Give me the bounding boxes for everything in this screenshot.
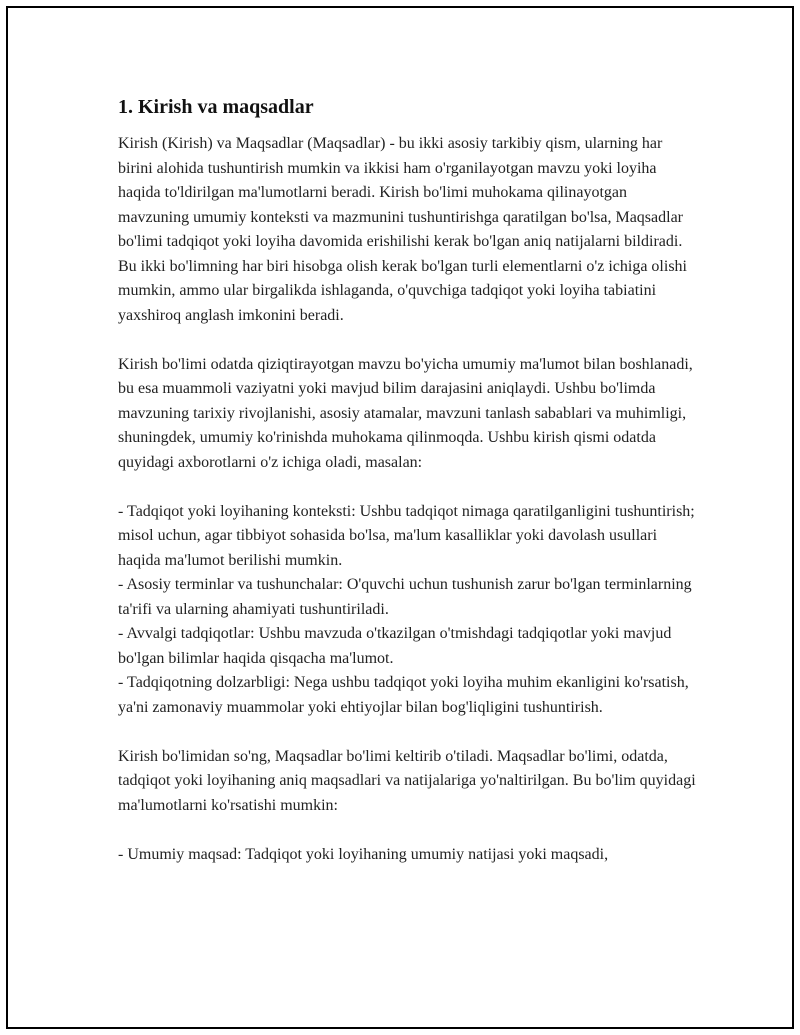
paragraph-intro-overview: Kirish (Kirish) va Maqsadlar (Maqsadlar) - bu ikki asosiy tarkibiy qism, ularning har birini alohida tushuntirish mumkin va ikkisi ham o'rganilayotgan mavzu yoki loyiha haqida to'ldirilgan ma'lumotlarni beradi. Kirish bo'limi muhokama qilinayotgan mavzuning umumiy konteksti va mazmunini tushuntirishga qaratilgan bo'lsa, Maqsadlar bo'limi tadqiqot yoki loyiha davomida erishilishi kerak bo'lgan aniq natijalarni bildiradi. Bu ikki bo'limning har biri hisobga olish kerak bo'lgan turli elementlarni o'z ichiga olishi mumkin, ammo ular birgalikda ishlaganda, o'quvchiga tadqiqot yoki loyiha tabiatini yaxshiroq anglash imkonini beradi.	[118, 135, 687, 324]
paragraph-spacer	[118, 328, 698, 353]
list-item-relevance: - Tadqiqotning dolzarbligi: Nega ushbu tadqiqot yoki loyiha muhim ekanligini ko'rsatish, ya'ni zamonaviy muammolar yoki ehtiyojlar bilan bog'liqligini tushuntirish.	[118, 674, 689, 716]
paragraph-goals-section: Kirish bo'limidan so'ng, Maqsadlar bo'limi keltirib o'tiladi. Maqsadlar bo'limi, odatda, tadqiqot yoki loyihaning aniq maqsadlari va natijalariga yo'naltirilgan. Bu bo'lim quyidagi ma'lumotlarni ko'rsatishi mumkin:	[118, 747, 696, 814]
section-heading: 1. Kirish va maqsadlar	[118, 96, 314, 118]
list-item-prior-research: - Avvalgi tadqiqotlar: Ushbu mavzuda o'tkazilgan o'tmishdagi tadqiqotlar yoki mavjud bo'lgan bilimlar haqida qisqacha ma'lumot.	[118, 625, 672, 667]
list-item-terms: - Asosiy terminlar va tushunchalar: O'quvchi uchun tushunish zarur bo'lgan terminlarning ta'rifi va ularning ahamiyati tushuntiriladi.	[118, 576, 692, 618]
paragraph-spacer	[118, 720, 698, 745]
list-item-general-goal: - Umumiy maqsad: Tadqiqot yoki loyihaning umumiy natijasi yoki maqsadi,	[118, 845, 609, 863]
paragraph-spacer	[118, 818, 698, 843]
document-body	[118, 95, 698, 867]
list-item-context: - Tadqiqot yoki loyihaning konteksti: Ushbu tadqiqot nimaga qaratilganligini tushuntirish; misol uchun, agar tibbiyot sohasida bo'lsa, ma'lum kasalliklar yoki davolash usullari haqida ma'lumot berilishi mumkin.	[118, 502, 695, 569]
paragraph-intro-section: Kirish bo'limi odatda qiziqtirayotgan mavzu bo'yicha umumiy ma'lumot bilan boshlanadi, bu esa muammoli vaziyatni yoki mavjud bilim darajasini aniqlaydi. Ushbu bo'limda mavzuning tarixiy rivojlanishi, asosiy atamalar, mavzuni tanlash sabablari va muhimligi, shuningdek, umumiy ko'rinishda muhokama qilinmoqda. Ushbu kirish qismi odatda quyidagi axborotlarni o'z ichiga oladi, masalan:	[118, 355, 693, 471]
paragraph-spacer	[118, 475, 698, 500]
